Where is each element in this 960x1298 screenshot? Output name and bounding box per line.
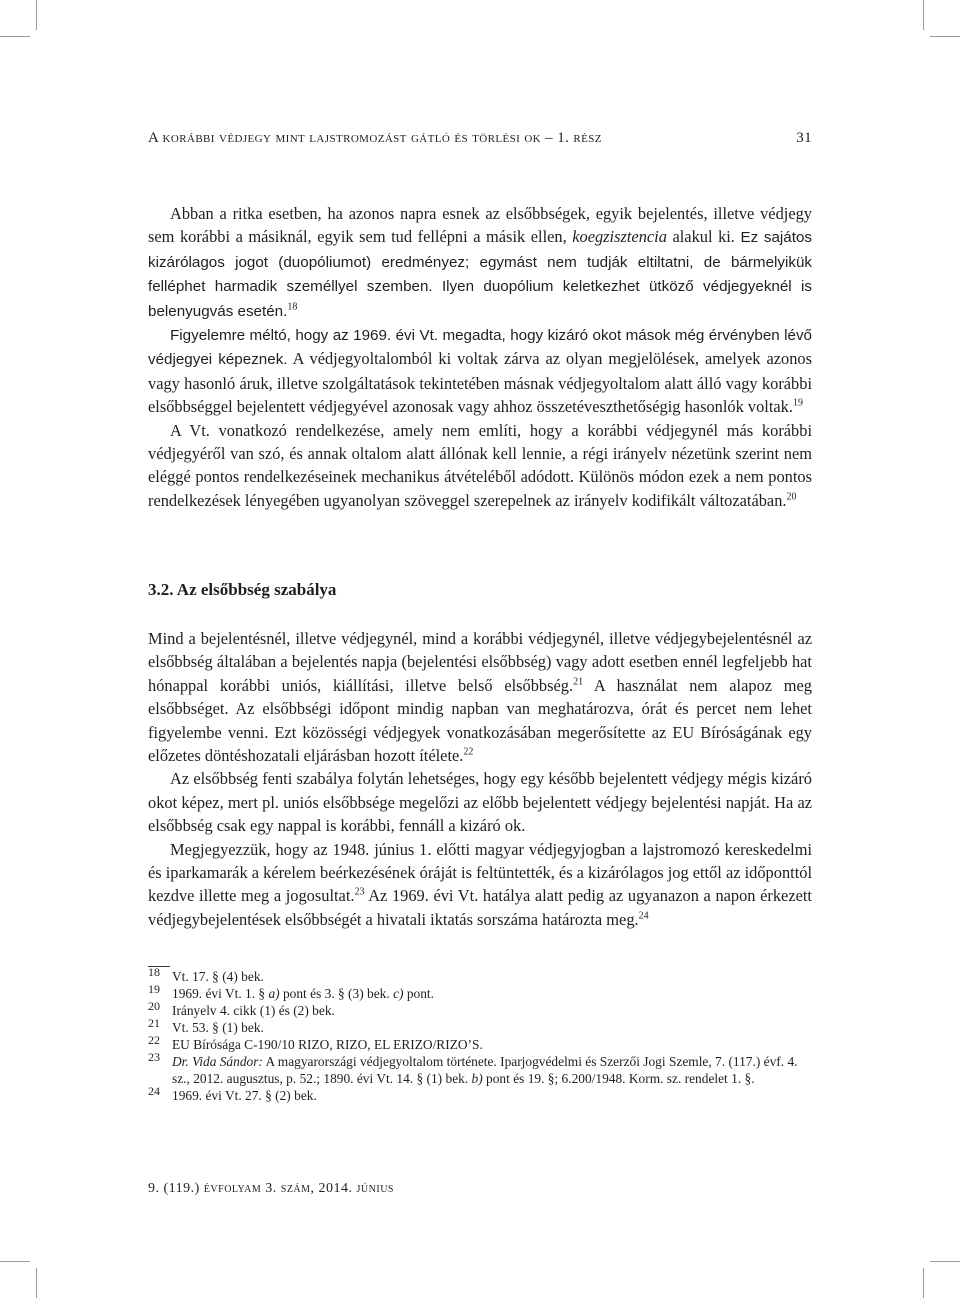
text-span: pont. — [403, 986, 434, 1001]
text-span: Megjegyezzük, hogy az 1948. június 1. előtti magyar védjegyjogban a lajstromozó kereskedelmi és iparkamarák a kérelem beérkezésének óráját is feltüntették, és a kizárólagos jog ettől az időponttól kezdve illette meg a jogosultat. — [148, 839, 812, 906]
paragraph — [148, 627, 812, 767]
footnote-ref[interactable]: 18 — [287, 301, 298, 313]
emphasis: b) — [471, 1071, 483, 1086]
footnote-number: 19 — [148, 982, 160, 996]
paragraph — [148, 323, 812, 419]
paragraph — [148, 419, 812, 513]
paragraph — [148, 202, 812, 323]
footnote-text: EU Bírósága C-190/10 RIZO, RIZO, EL ERIZO/RIZO’S. — [172, 1037, 483, 1052]
footnote-text: 1969. évi Vt. 27. § (2) bek. — [172, 1088, 317, 1103]
crop-mark — [36, 1268, 37, 1298]
emphasis: a) — [268, 986, 280, 1001]
footnotes — [148, 965, 812, 1104]
footnote — [148, 1050, 812, 1087]
footnote-text: Irányelv 4. cikk (1) és (2) bek. — [172, 1003, 335, 1018]
crop-mark — [930, 36, 960, 37]
footnote-number: 24 — [148, 1084, 160, 1098]
page-footer: 9. (119.) évfolyam 3. szám, 2014. június — [148, 1181, 394, 1196]
footnote — [148, 1016, 812, 1036]
text-span: alakul ki. — [666, 227, 741, 247]
text-span: pont és 3. § (3) bek. — [279, 986, 394, 1001]
emphasis: koegzisztencia — [572, 227, 667, 247]
crop-mark — [923, 1268, 924, 1298]
footnote-text — [172, 985, 812, 1002]
crop-mark — [930, 1261, 960, 1262]
crop-mark — [36, 0, 37, 30]
footnote-number: 23 — [148, 1050, 160, 1064]
text-span: 1969. évi Vt. 1. § — [172, 986, 269, 1001]
running-head — [148, 130, 812, 147]
footnote-ref[interactable]: 19 — [792, 397, 803, 409]
footnote-number: 18 — [148, 965, 160, 979]
text-block-2 — [148, 627, 812, 931]
emphasis: Dr. Vida Sándor: — [172, 1054, 263, 1069]
paragraph — [148, 767, 812, 837]
footnote-ref[interactable]: 20 — [786, 491, 797, 503]
footnote — [148, 999, 812, 1019]
page-number: 31 — [796, 130, 812, 146]
footnote-text — [172, 1053, 812, 1087]
footnote-ref[interactable]: 22 — [463, 746, 474, 758]
footnote-number: 20 — [148, 999, 160, 1013]
footnote — [148, 1084, 812, 1104]
footnote-ref[interactable]: 24 — [638, 910, 649, 922]
section-heading: 3.2. Az elsőbbség szabálya — [148, 580, 337, 599]
footnote — [148, 982, 812, 1002]
sans-text-span: Figyelemre méltó, hogy az 1969. évi Vt. megadta, hogy kizáró okot mások még érvényben lévő védjegyei képeznek. — [148, 327, 812, 369]
text-span: Mind a bejelentésnél, illetve védjegynél, mind a korábbi védjegynél, illetve védjegybejelentésnél az elsőbbség általában a bejelentés napja (bejelentési elsőbbség) vagy adott esetben ennél legfeljebb hat hónappal korábbi uniós, kiállítási, illetve belső elsőbbség. — [148, 629, 812, 695]
footnote-ref[interactable]: 23 — [354, 887, 365, 898]
footnote — [148, 1033, 812, 1053]
running-title: A korábbi védjegy mint lajstromozást gátló és törlési ok – 1. rész — [148, 130, 602, 146]
footnote-number: 21 — [148, 1016, 160, 1030]
footnote-ref[interactable]: 21 — [573, 676, 584, 688]
text-span: pont és 19. §; 6.200/1948. Korm. sz. rendelet 1. §. — [482, 1071, 755, 1086]
text-span: A Vt. vonatkozó rendelkezése, amely nem említi, hogy a korábbi védjegynél más korábbi védjegyéről van szó, és annak oltalom alatt állónak kell lennie, a régi irányelv nézetünk szerint nem eléggé pontos rendelkezéseinek mechanikus átvételéből adódott. Különös módon ezek a nem pontos rendelkezések lényegében ugyanolyan szöveggel szerepelnek az irányelv kodifikált változatában. — [148, 420, 812, 510]
crop-mark — [0, 36, 30, 37]
sans-text-span: Ez sajátos kizárólagos jogot (duopóliumot) eredményez; egymást nem tudják eltiltatni, de bármelyikük felléphet harmadik személlyel szemben. Ilyen duopólium keletkezhet ütköző védjegyeknél is belenyugvás esetén. — [148, 229, 812, 320]
paragraph — [148, 838, 812, 932]
crop-mark — [923, 0, 924, 30]
text-span: Az elsőbbség fenti szabálya folytán lehetséges, hogy egy később bejelentett védjegy mégis kizáró okot képez, mert pl. uniós elsőbbsége megelőzi az előbb bejelentett védjegy bejelentési napját. Ha az elsőbbség csak egy nappal is korábbi, fennáll a kizáró ok. — [148, 769, 812, 836]
emphasis: c) — [393, 986, 404, 1001]
text-block-1 — [148, 202, 812, 512]
text-span: Abban a ritka esetben, ha azonos napra esnek az elsőbbségek, egyik bejelentés, illetve védjegy sem korábbi a másiknál, egyik sem tud fellépni a másik ellen, — [148, 204, 812, 247]
footnote-text: Vt. 53. § (1) bek. — [172, 1020, 264, 1035]
text-span: Az 1969. évi Vt. hatálya alatt pedig az ugyanazon a napon érkezett védjegybejelentések elsőbbségét a hivatali iktatás sorszáma határozta meg. — [148, 886, 812, 929]
footnote — [148, 965, 812, 985]
text-span: A magyarországi védjegyoltalom története. Iparjogvédelmi és Szerzői Jogi Szemle, 7. (117.) évf. 4. sz., 2012. augusztus, p. 52.; 1890. évi Vt. 14. § (1) bek. — [172, 1054, 798, 1086]
text-span: A védjegyoltalomból ki voltak zárva az olyan megjelölések, amelyek azonos vagy hasonló áruk, illetve szolgáltatások tekintetében másnak védjegyoltalom alatt álló vagy korábbi elsőbbséggel bejelentett védjegyével azonosak vagy ahhoz összetéveszthetőségig hasonlók voltak. — [148, 349, 812, 417]
footnote-number: 22 — [148, 1033, 160, 1047]
crop-mark — [0, 1261, 30, 1262]
text-span: A használat nem alapoz meg elsőbbséget. Az elsőbbségi időpont mindig napban van meghatározva, órát és percet nem lehet figyelembe venni. Ezt közösségi védjegyek vonatkozásában megerősítette az EU Bíróságának egy előzetes döntéshozatali eljárásban hozott ítélete. — [148, 675, 813, 766]
footnote-text: Vt. 17. § (4) bek. — [172, 969, 264, 984]
